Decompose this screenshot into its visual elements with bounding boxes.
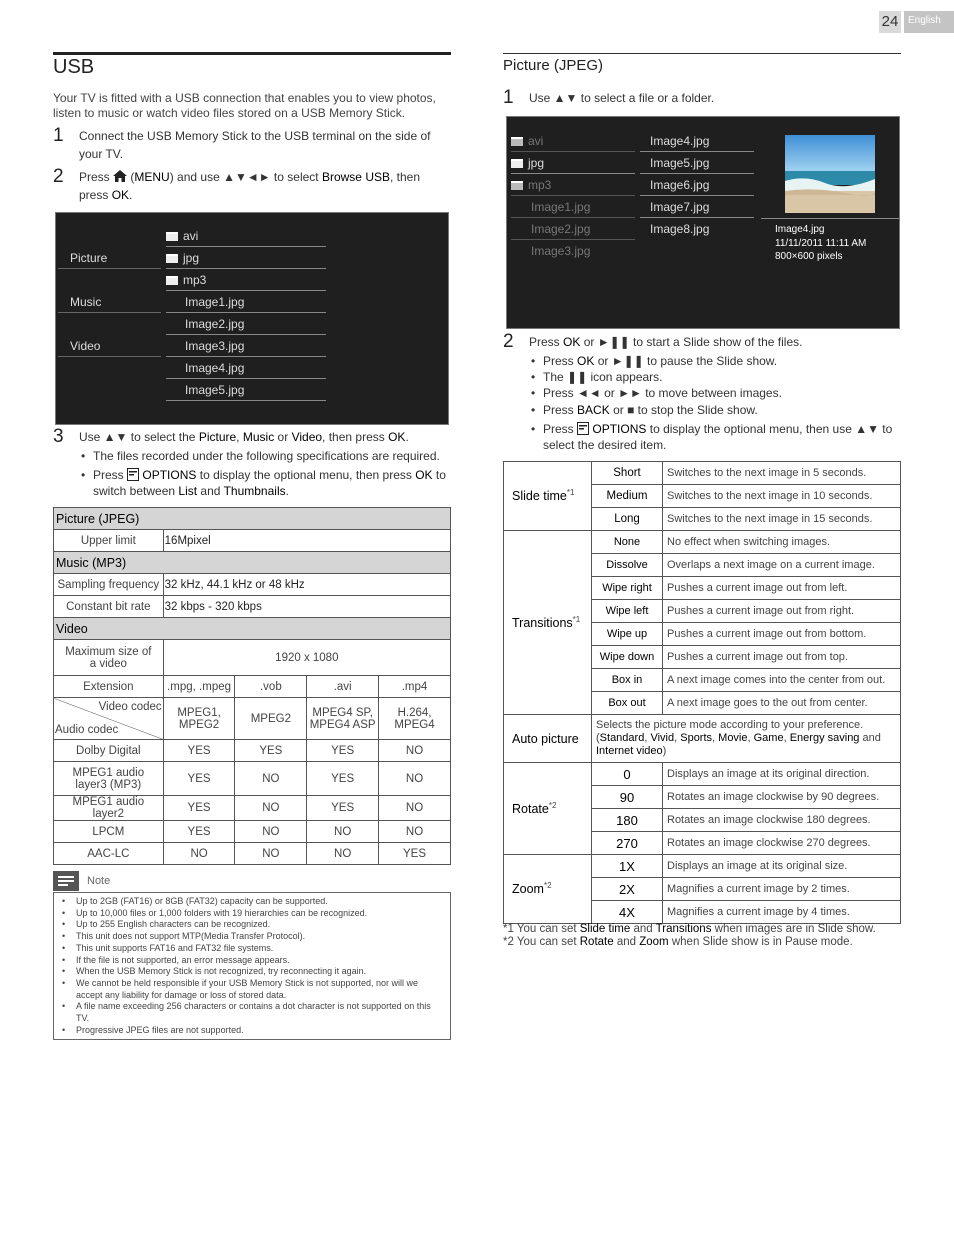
note-item: • If the file is not supported, an error message appears.: [62, 955, 442, 967]
folder-item[interactable]: mp3: [511, 174, 635, 196]
step-1: 1 Use ▲▼ to select a file or a folder.: [503, 87, 715, 108]
usb-browser-screen: [55, 212, 449, 425]
options-icon: [577, 422, 589, 435]
section-title-picture-jpeg: Picture (JPEG): [503, 57, 604, 74]
beach-thumbnail: [785, 135, 875, 213]
note-title: Note: [87, 875, 111, 887]
options-icon: [127, 468, 139, 481]
spec-table: Picture (JPEG) Upper limit 16Mpixel Music (MP3) Sampling frequency 32 kHz, 44.1 kHz or 48 kHz Constant bit rate 32 kbps - 320 kbps Video Maximum size of a video 1920 x 1080 Extension .mpg, .mpeg .vob .avi .mp4 Video codec Audio codec MPEG1, MPEG2 MPEG2 MPEG4 SP, MPEG4 ASP H.264, MPEG4 Dolby Digital YES YES YES NO MPEG1 audio layer3 (MP3) YES NO YES NO MPEG1 audio layer2 YES NO YES NO LPCM YES NO NO NO AAC-LC NO NO NO YES: [53, 507, 451, 865]
section-rule: [503, 53, 901, 54]
slideshow-options-table: Slide time$^{*1}$ Short Switches to the next image in 5 seconds. Medium Switches to the next image in 10 seconds. Long Switches to the next image in 15 seconds. Transitions$^{*1}$ None No effect when switching images. Dissolve Overlaps a next image on a current image. Wipe right Pushes a current image out from left. Wipe left Pushes a current image out from right. Wipe up Pushes a current image out from bottom. Wipe down Pushes a current image out from top. Box in A next image comes into the center from out. Box out A next image goes to the out from center. Auto picture Selects the picture mode according to your preference. (Standard, Vivid, Sports, Movie, Game, Energy saving and Internet video) Rotate$^{*2}$ 0 Displays an image at its original direction. 90 Rotates an image clockwise by 90 degrees. 180 Rotates an image clockwise 180 degrees. 270 Rotates an image clockwise 270 degrees. Zoom$^{*2}$ 1X Displays an image at its original size. 2X Magnifies a current image by 2 times. 4X Magnifies a current image by 4 times.: [503, 461, 901, 924]
file-item[interactable]: Image3.jpg: [166, 335, 326, 357]
spec-header-video: Video: [54, 618, 451, 640]
note-item: • This unit does not support MTP(Media Transfer Protocol).: [62, 931, 442, 943]
file-item[interactable]: Image1.jpg: [511, 196, 635, 218]
note-item: • A file name exceeding 256 characters or contains a dot character is not supported on this TV.: [62, 1001, 442, 1024]
folder-icon: [166, 232, 178, 241]
folder-icon: [511, 137, 523, 146]
page-header: [879, 11, 954, 33]
bullet-pause: • Press OK or ►❚❚ to pause the Slide show.: [531, 353, 901, 369]
file-item[interactable]: Image4.jpg: [640, 130, 754, 152]
note-box: [53, 870, 451, 1040]
note-item: • When the USB Memory Stick is not recognized, try reconnecting it again.: [62, 966, 442, 978]
folder-item[interactable]: mp3: [166, 269, 326, 291]
file-item[interactable]: Image4.jpg: [166, 357, 326, 379]
codec-diagonal-cell: Video codec Audio codec: [54, 698, 164, 740]
folder-icon: [166, 254, 178, 263]
bullet-stop: • Press BACK or ■ to stop the Slide show.: [531, 402, 901, 418]
note-item: • Up to 2GB (FAT16) or 8GB (FAT32) capacity can be supported.: [62, 896, 442, 908]
section-title-usb: USB: [53, 56, 95, 78]
file-item[interactable]: Image7.jpg: [640, 196, 754, 218]
info-divider: [761, 218, 899, 219]
menu-video[interactable]: Video: [58, 313, 161, 357]
note-item: • We cannot be held responsible if your USB Memory Stick is not supported, nor will we accept any liability for damage or loss of stored data.: [62, 978, 442, 1001]
folder-item[interactable]: avi: [511, 130, 635, 152]
folder-icon: [166, 276, 178, 285]
footnote-2: *2 You can set Rotate and Zoom when Slide show is in Pause mode.: [503, 936, 853, 948]
jpeg-browser-screen: [506, 116, 900, 329]
file-item[interactable]: Image3.jpg: [531, 244, 591, 258]
note-item: • This unit supports FAT16 and FAT32 file systems.: [62, 943, 442, 955]
file-item[interactable]: Image5.jpg: [640, 152, 754, 174]
file-item[interactable]: Image5.jpg: [166, 379, 326, 401]
step-3: 3 Use ▲▼ to select the Picture, Music or Video, then press OK.: [53, 426, 409, 447]
intro-text: Your TV is fitted with a USB connection that enables you to view photos, listen to music or watch video files stored on a USB Memory Stick.: [53, 91, 436, 120]
file-item[interactable]: Image6.jpg: [640, 174, 754, 196]
folder-icon: [511, 159, 523, 168]
note-item: • Up to 255 English characters can be recognized.: [62, 919, 442, 931]
file-item[interactable]: Image1.jpg: [166, 291, 326, 313]
bullet-move: • Press ◄◄ or ►► to move between images.: [531, 385, 901, 401]
bullet-options: • Press OPTIONS to display the optional menu, then press OK to switch between List and Thumbnails.: [81, 467, 451, 499]
file-item[interactable]: Image8.jpg: [650, 222, 710, 236]
folder-item[interactable]: avi: [166, 225, 326, 247]
step-2: 2 Press (MENU) and use ▲▼◄► to select Browse USB, then press OK.: [53, 166, 421, 202]
folder-item[interactable]: jpg: [511, 152, 635, 174]
step-2: 2 Press OK or ►❚❚ to start a Slide show of the files.: [503, 331, 803, 352]
page-number: 24: [879, 11, 901, 33]
note-icon: [53, 871, 79, 891]
folder-icon: [511, 181, 523, 190]
menu-picture[interactable]: Picture: [58, 225, 161, 269]
bullet-options: • Press OPTIONS to display the optional menu, then use ▲▼ to select the desired item.: [531, 421, 901, 453]
home-icon: [113, 170, 127, 182]
spec-header-picture: Picture (JPEG): [54, 508, 451, 530]
folder-item[interactable]: jpg: [166, 247, 326, 269]
menu-music[interactable]: Music: [58, 269, 161, 313]
note-list: [53, 892, 451, 1040]
step-1: 1 Connect the USB Memory Stick to the USB terminal on the side of your TV.: [53, 125, 431, 161]
spec-header-music: Music (MP3): [54, 552, 451, 574]
bullet-icon: • The ❚❚ icon appears.: [531, 369, 901, 385]
page-language: English: [904, 11, 954, 33]
file-item[interactable]: Image2.jpg: [166, 313, 326, 335]
bullet-specs: • The files recorded under the following specifications are required.: [81, 448, 451, 464]
file-item[interactable]: Image2.jpg: [511, 218, 635, 240]
note-item: • Progressive JPEG files are not supported.: [62, 1025, 442, 1037]
note-item: • Up to 10,000 files or 1,000 folders with 19 hierarchies can be recognized.: [62, 908, 442, 920]
image-info: Image4.jpg 11/11/2011 11:11 AM 800×600 pixels: [775, 224, 867, 262]
footnote-1: *1 You can set Slide time and Transitions when images are in Slide show.: [503, 923, 876, 935]
section-rule: [53, 52, 451, 55]
